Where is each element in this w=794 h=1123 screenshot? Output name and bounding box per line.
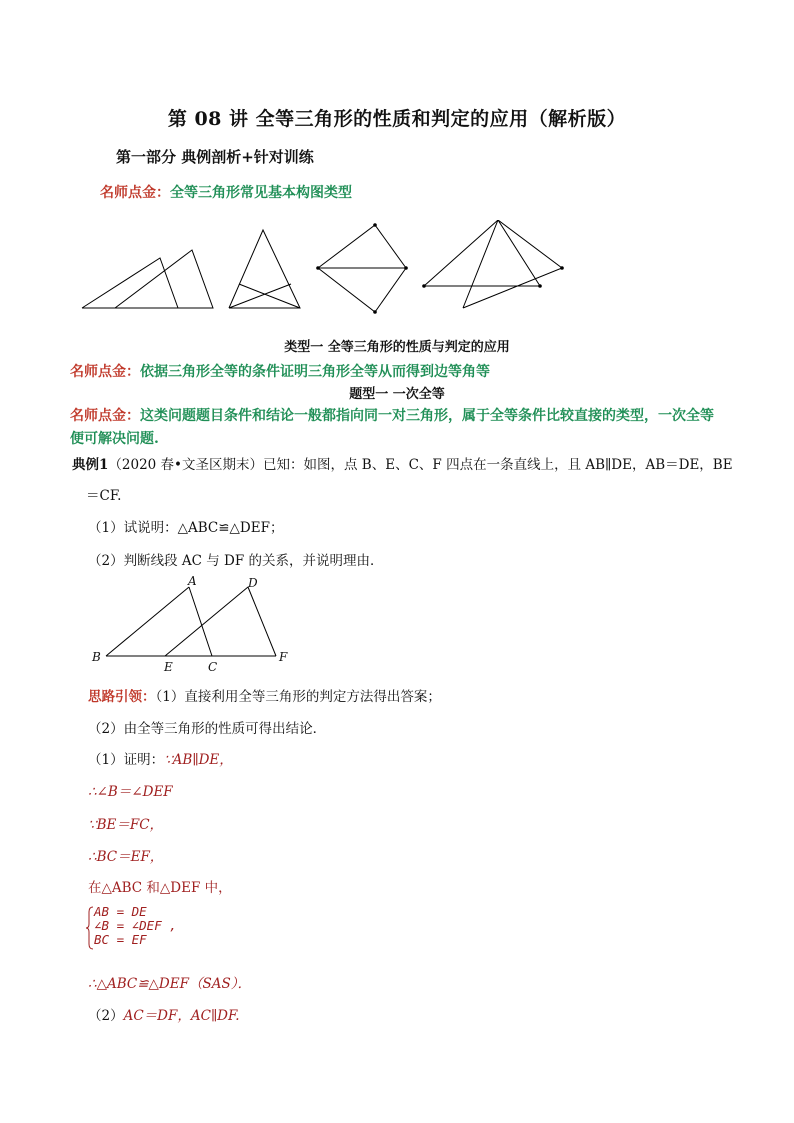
segment-AC <box>189 587 212 656</box>
label-F: F <box>279 650 288 664</box>
type1-heading: 类型一 全等三角形的性质与判定的应用 <box>284 340 510 355</box>
solution-prefix: （1）证明： <box>88 752 165 768</box>
figure-3-vertex <box>373 223 377 227</box>
solution-math: AC＝DF，AC∥DF. <box>123 1008 240 1024</box>
tip-label: 名师点金： <box>70 408 140 424</box>
solution-line-5: 在△ABC 和△DEF 中， <box>88 880 232 896</box>
solution-line-1 <box>88 748 233 768</box>
segment-AB <box>106 587 189 656</box>
figure-3-vertex <box>404 266 408 270</box>
solution-line-7 <box>88 1004 240 1024</box>
figure-4-vertex <box>422 284 426 288</box>
segment-DF <box>248 587 276 656</box>
tip-2 <box>70 361 490 381</box>
subtype-heading: 题型一 一次全等 <box>349 387 445 402</box>
label-A: A <box>188 575 197 588</box>
tip-3-line2: 便可解决问题. <box>70 431 159 447</box>
figure-2-outline <box>229 230 300 308</box>
solution-line-6: ∴△ABC≌△DEF（SAS）． <box>88 976 251 992</box>
system-line-3: BC = EF <box>94 932 147 947</box>
label-C: C <box>208 660 218 674</box>
tip-3 <box>70 405 714 425</box>
system-line-1: AB = DE <box>94 904 147 919</box>
example-figure <box>85 575 305 675</box>
tip-text: 全等三角形常见基本构图类型 <box>170 185 352 201</box>
question-1: （1）试说明：△ABC≌△DEF； <box>88 520 284 536</box>
figure-3-vertex <box>316 266 320 270</box>
solution-line-3: ∵BE＝FC， <box>88 817 164 833</box>
page-title: 第 08 讲 全等三角形的性质和判定的应用（解析版） <box>167 108 627 130</box>
tip-1 <box>100 182 352 202</box>
question-2: （2）判断线段 AC 与 DF 的关系，并说明理由． <box>88 553 384 569</box>
figure-4-vertex <box>560 266 564 270</box>
solution-prefix: （2） <box>88 1008 124 1024</box>
tip-label: 名师点金： <box>70 364 140 380</box>
tip-text: 依据三角形全等的条件证明三角形全等从而得到边等角等 <box>140 364 490 380</box>
hint-text: （1）直接利用全等三角形的判定方法得出答案； <box>155 689 441 705</box>
figure-1-triangle-a <box>82 258 178 308</box>
solution-math: ∵AB∥DE， <box>164 752 233 768</box>
example-label: 典例1 <box>72 457 109 473</box>
hint-line-2: （2）由全等三角形的性质可得出结论． <box>88 721 327 737</box>
left-brace <box>86 906 94 950</box>
system-line-2: ∠B = ∠DEF , <box>94 918 177 933</box>
tip-label: 名师点金： <box>100 185 170 201</box>
label-B: B <box>92 650 101 664</box>
part-heading: 第一部分 典例剖析+针对训练 <box>116 148 314 166</box>
hint-line-1 <box>88 685 441 705</box>
figure-1-triangle-b <box>82 250 213 308</box>
segment-DE <box>165 587 248 656</box>
example-text: （2020 春•文圣区期末）已知：如图，点 B、E、C、F 四点在一条直线上，且 AB∥DE，AB＝DE，BE <box>108 457 733 473</box>
example-line-2: ＝CF. <box>86 488 122 504</box>
figure-4-vertex <box>538 284 542 288</box>
tip-text: 这类问题题目条件和结论一般都指向同一对三角形，属于全等条件比较直接的类型，一次全等 <box>140 408 714 424</box>
solution-line-4: ∴BC＝EF， <box>88 849 164 865</box>
label-D: D <box>248 576 258 590</box>
figure-3-vertex <box>373 310 377 314</box>
figure-4-triangle-a <box>424 220 540 286</box>
figure-4-triangle-b <box>463 220 562 308</box>
basic-figures <box>0 220 794 330</box>
solution-line-2: ∴∠B＝∠DEF <box>88 784 173 800</box>
label-E: E <box>164 660 173 674</box>
example-line-1 <box>72 453 733 473</box>
hint-label: 思路引领： <box>88 689 156 705</box>
